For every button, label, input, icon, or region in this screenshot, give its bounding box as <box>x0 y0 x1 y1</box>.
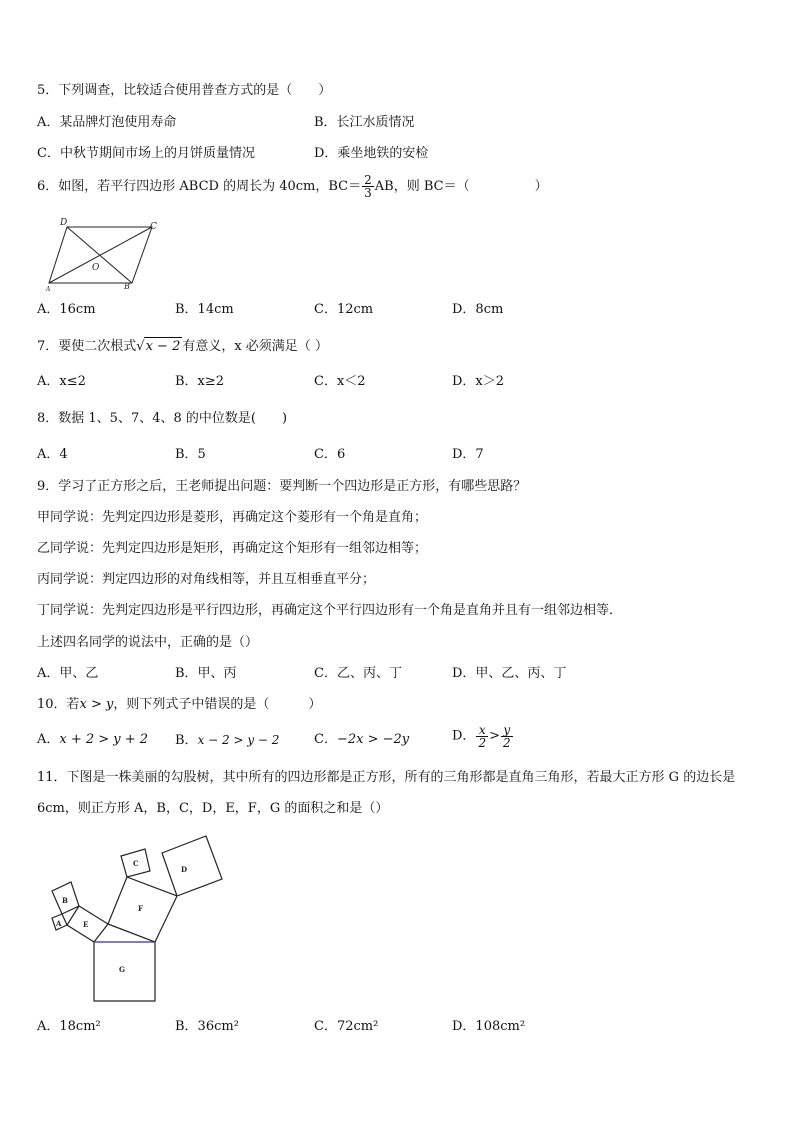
q9-question: 上述四名同学的说法中，正确的是（） <box>37 635 259 650</box>
q7-option-b[interactable]: B．x≥2 <box>175 374 225 389</box>
q11-option-d-text: D．108cm² <box>452 1019 526 1034</box>
q6-fraction-numerator: 2 <box>364 173 372 187</box>
q11-option-a[interactable] <box>37 1018 101 1036</box>
q11-label-b: B <box>62 896 68 905</box>
q6-fraction-denominator: 3 <box>364 186 372 200</box>
q8-stem: 8．数据 1、5、7、4、8 的中位数是( ) <box>37 411 288 426</box>
radical-sign-icon: √ <box>136 339 145 354</box>
q10-option-d-frac2-den: 2 <box>502 736 511 750</box>
q10-option-d-frac2-num: y <box>501 724 513 737</box>
q11-option-a-text: A．18cm² <box>37 1019 101 1034</box>
q10-option-d-frac1-den: 2 <box>478 736 487 750</box>
q5-stem: 5．下列调查，比较适合使用普查方式的是（ ） <box>37 83 332 98</box>
q11-label-c: C <box>133 859 139 868</box>
q11-option-d[interactable] <box>452 1018 525 1036</box>
q7-stem <box>37 337 328 356</box>
q10-option-c-label: C． <box>314 732 337 747</box>
q6-stem-part1: 6．如图，若平行四边形 ABCD 的周长为 40cm，BC＝ <box>37 179 362 194</box>
q6-option-b[interactable]: B．14cm <box>175 302 234 317</box>
q10-option-d-frac1 <box>476 724 488 749</box>
q9-option-c[interactable]: C．乙、丙、丁 <box>314 666 402 681</box>
q9-statement-jia: 甲同学说：先判定四边形是菱形，再确定这个菱形有一个角是直角； <box>37 510 428 525</box>
q7-option-d[interactable]: D．x＞2 <box>452 374 505 389</box>
q11-stem-line2: 6cm，则正方形 A，B，C，D，E，F，G 的面积之和是（） <box>37 801 389 816</box>
q6-stem-part2: AB，则 BC＝（ ） <box>374 179 548 194</box>
q5-option-a[interactable]: A．某品牌灯泡使用寿命 <box>37 115 177 130</box>
q8-option-a[interactable]: A．4 <box>37 447 68 462</box>
q11-label-a: A <box>56 919 62 928</box>
q11-stem-line1: 11．下图是一株美丽的勾股树，其中所有的四边形都是正方形，所有的三角形都是直角三角形，若最大正方形 G 的边长是 <box>37 770 736 785</box>
q6-label-b: B <box>124 282 130 291</box>
q7-option-a[interactable]: A．x≤2 <box>37 374 86 389</box>
q10-condition: x > y <box>79 697 114 712</box>
q11-pythagoras-tree-figure <box>44 832 224 1008</box>
q6-label-a: A <box>46 286 51 292</box>
q6-label-d: D <box>60 218 68 228</box>
q9-option-b[interactable]: B．甲、丙 <box>175 666 237 681</box>
q9-option-a[interactable]: A．甲、乙 <box>37 666 99 681</box>
q6-parallelogram-figure <box>44 214 170 292</box>
q6-option-c[interactable]: C．12cm <box>314 302 374 317</box>
q9-option-d[interactable]: D．甲、乙、丙、丁 <box>452 666 567 681</box>
q8-option-d[interactable]: D．7 <box>452 447 484 462</box>
q9-statement-ding: 丁同学说：先判定四边形是平行四边形，再确定这个平行四边形有一个角是直角并且有一组邻边相等． <box>37 603 623 618</box>
q7-stem-part1: 7．要使二次根式 <box>37 339 137 354</box>
q9-statement-yi: 乙同学说：先判定四边形是矩形，再确定这个矩形有一组邻边相等； <box>37 541 428 556</box>
q11-label-f: F <box>138 904 143 913</box>
q11-label-d: D <box>181 865 188 874</box>
q5-option-c[interactable]: C．中秋节期间市场上的月饼质量情况 <box>37 146 255 161</box>
q7-stem-part2: 有意义，x 必须满足（ ） <box>182 339 328 354</box>
square-d <box>162 836 222 896</box>
q11-option-c-text: C．72cm² <box>314 1019 379 1034</box>
q10-stem <box>37 696 321 714</box>
q10-option-b[interactable] <box>175 731 279 750</box>
q10-option-b-label: B． <box>175 733 198 748</box>
q10-option-d-label: D． <box>452 728 476 744</box>
q11-label-g: G <box>119 965 125 974</box>
q6-option-d[interactable]: D．8cm <box>452 302 504 317</box>
q10-option-c-expr: −2x > −2y <box>336 732 410 747</box>
q11-label-e: E <box>83 920 89 929</box>
q10-option-d-gt: > <box>489 728 500 744</box>
q6-label-o: O <box>92 263 100 273</box>
q6-option-a[interactable]: A．16cm <box>37 302 96 317</box>
q10-option-a[interactable] <box>37 731 148 749</box>
q5-option-d[interactable]: D．乘坐地铁的安检 <box>314 146 429 161</box>
q11-option-b[interactable] <box>175 1018 239 1036</box>
q5-option-b[interactable]: B．长江水质情况 <box>314 115 415 130</box>
q8-option-b[interactable]: B．5 <box>175 447 206 462</box>
q7-radicand: x − 2 <box>145 339 181 354</box>
q7-option-c[interactable]: C．x＜2 <box>314 374 366 389</box>
q6-label-c: C <box>150 222 157 232</box>
q10-option-d-frac2 <box>501 724 513 749</box>
q11-option-b-text: B．36cm² <box>175 1019 239 1034</box>
q8-option-c[interactable]: C．6 <box>314 447 346 462</box>
q10-option-d[interactable] <box>452 724 514 749</box>
q10-stem-part1: 10．若 <box>37 697 80 712</box>
q6-stem <box>37 174 548 199</box>
q9-stem: 9．学习了正方形之后，王老师提出问题：要判断一个四边形是正方形，有哪些思路？ <box>37 479 527 494</box>
q6-fraction <box>362 174 374 199</box>
q10-option-a-expr: x + 2 > y + 2 <box>59 732 149 747</box>
q10-stem-part2: ，则下列式子中错误的是（ ） <box>113 697 322 712</box>
q10-option-c[interactable] <box>314 731 409 749</box>
q10-option-a-label: A． <box>37 732 60 747</box>
q11-option-c[interactable] <box>314 1018 378 1036</box>
q10-option-d-frac1-num: x <box>476 724 488 737</box>
q10-option-b-expr: x − 2 > y − 2 <box>197 733 280 747</box>
q9-statement-bing: 丙同学说：判定四边形的对角线相等，并且互相垂直平分； <box>37 572 376 587</box>
